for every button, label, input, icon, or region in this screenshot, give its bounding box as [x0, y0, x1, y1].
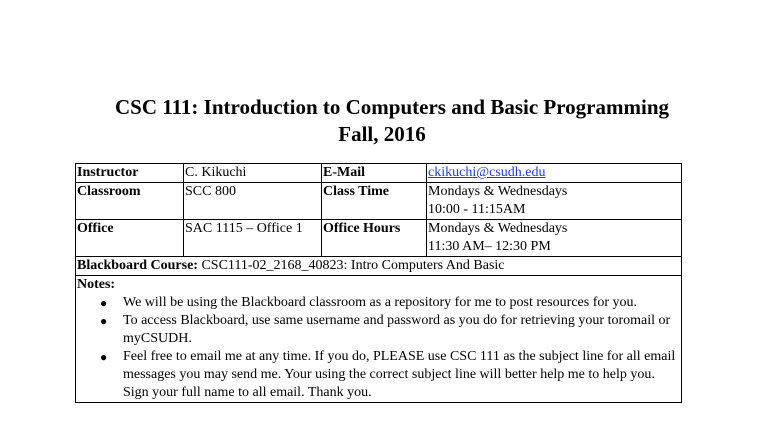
office-hours-times: 11:30 AM– 12:30 PM	[428, 239, 551, 254]
office-label: Office	[76, 220, 184, 257]
bullet-icon: ●	[100, 350, 108, 364]
notes-list	[77, 294, 680, 402]
bullet-icon: ●	[100, 314, 108, 328]
note-text: We will be using the Blackboard classroom as a repository for me to post resources for you.	[123, 295, 638, 310]
course-info-table	[75, 163, 682, 403]
notes-label: Notes:	[77, 277, 116, 292]
table-row	[76, 183, 682, 220]
table-row	[76, 276, 682, 403]
course-term: Fall, 2016	[338, 122, 426, 146]
bullet-icon: ●	[100, 296, 108, 310]
list-item	[100, 348, 676, 402]
blackboard-course-cell	[76, 257, 682, 276]
blackboard-label: Blackboard Course:	[77, 258, 198, 273]
office-value: SAC 1115 – Office 1	[184, 220, 322, 257]
classroom-value: SCC 800	[184, 183, 322, 220]
email-link[interactable]: ckikuchi@csudh.edu	[428, 165, 546, 180]
document-title-block	[0, 94, 784, 147]
note-text: To access Blackboard, use same username and password as you do for retrieving your toromail or myCSUDH.	[123, 313, 671, 346]
notes-cell	[76, 276, 682, 403]
list-item	[100, 312, 676, 348]
class-time-days: Mondays & Wednesdays	[428, 184, 568, 199]
list-item	[100, 294, 676, 312]
blackboard-value: CSC111-02_2168_40823: Intro Computers And Basic	[197, 258, 505, 273]
instructor-label: Instructor	[76, 164, 184, 183]
class-time-label: Class Time	[322, 183, 427, 220]
table-row	[76, 220, 682, 257]
note-text: Feel free to email me at any time. If you do, PLEASE use CSC 111 as the subject line for all email messages you may send me. Your using the correct subject line will better help me to help you. Sign your full name to all email. Thank you.	[123, 349, 676, 400]
course-title: CSC 111: Introduction to Computers and Basic Programming	[114, 95, 669, 119]
office-hours-label: Office Hours	[322, 220, 427, 257]
classroom-label: Classroom	[76, 183, 184, 220]
class-time-hours: 10:00 - 11:15AM	[428, 202, 526, 217]
table-row	[76, 257, 682, 276]
email-cell	[427, 164, 682, 183]
email-label: E-Mail	[322, 164, 427, 183]
office-hours-days: Mondays & Wednesdays	[428, 221, 568, 236]
instructor-value: C. Kikuchi	[184, 164, 322, 183]
table-row	[76, 164, 682, 183]
class-time-value	[427, 183, 682, 220]
office-hours-value	[427, 220, 682, 257]
